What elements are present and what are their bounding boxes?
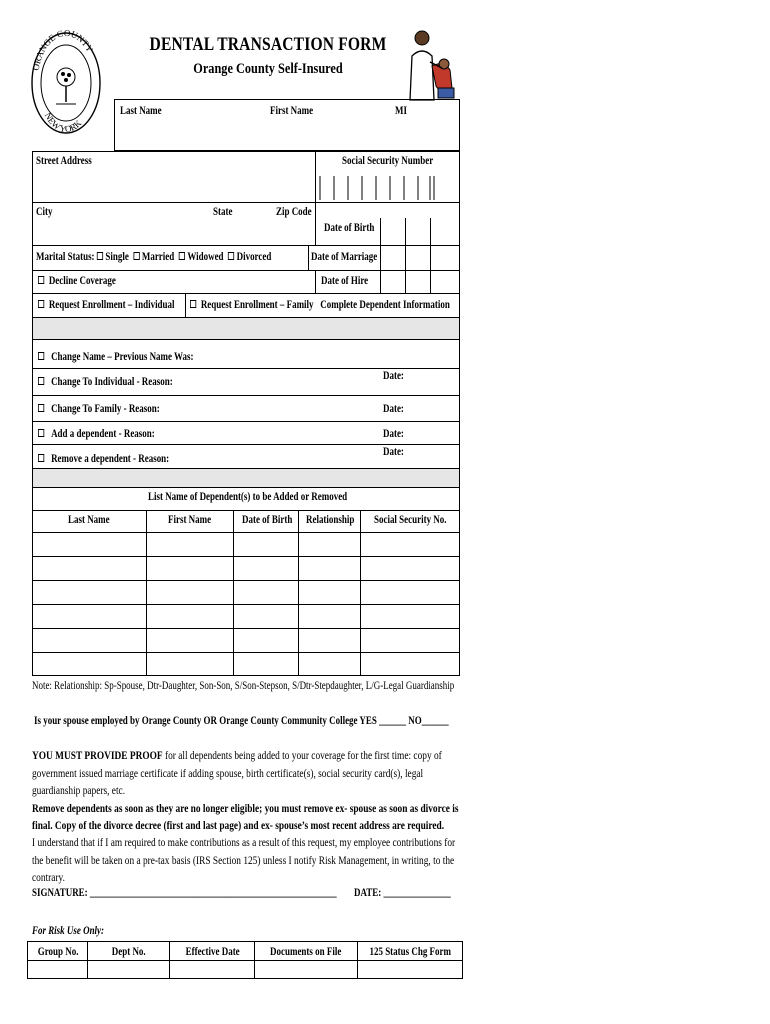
risk-cell-dept[interactable]	[88, 961, 170, 979]
last-name-label: Last Name	[120, 105, 162, 117]
change-name-row	[38, 351, 194, 363]
divorced-checkbox[interactable]	[228, 252, 234, 260]
change-family-checkbox[interactable]	[38, 404, 44, 412]
mi-label: MI	[395, 105, 407, 117]
risk-cell-effective[interactable]	[170, 961, 255, 979]
change-name-checkbox[interactable]	[38, 352, 44, 360]
marital-row	[36, 251, 271, 263]
change-individual-row	[38, 376, 173, 388]
single-checkbox[interactable]	[97, 252, 103, 260]
individual-checkbox[interactable]	[38, 300, 44, 308]
change-family-row	[38, 403, 160, 415]
decline-checkbox[interactable]	[38, 276, 44, 284]
date-line[interactable]: DATE: _______________	[354, 887, 451, 899]
ssn-boxes[interactable]	[318, 176, 438, 202]
risk-col-group: Group No.	[28, 942, 88, 961]
shaded-divider	[33, 318, 459, 339]
decline-row	[38, 275, 116, 287]
remove-date-label: Date:	[383, 446, 404, 458]
dependent-row-1[interactable]	[32, 556, 460, 557]
signature-line[interactable]: SIGNATURE: _______________________________________________________	[32, 887, 337, 899]
widowed-label: Widowed	[187, 251, 224, 263]
married-label: Married	[141, 251, 175, 263]
street-address-label: Street Address	[36, 155, 92, 167]
remove-text: Remove dependents as soon as they are no longer eligible; you must remove ex- spouse as soon as divorce is final. Copy of the divorce decree (first and last page) and ex- spouse’s most recent address are required.	[32, 800, 459, 832]
risk-col-dept: Dept No.	[88, 942, 170, 961]
family-date-label: Date:	[383, 403, 404, 415]
remove-dependent-row	[38, 453, 169, 465]
divorced-label: Divorced	[236, 251, 272, 263]
individual-date-label: Date:	[383, 370, 404, 382]
risk-col-125: 125 Status Chg Form	[357, 942, 463, 961]
dependent-row-5[interactable]	[32, 652, 460, 653]
risk-cell-group[interactable]	[28, 961, 88, 979]
dob-label: Date of Birth	[324, 222, 375, 234]
proof-text: for all dependents being added to your coverage for the first time: copy of government issued marriage certificate if adding spouse, birth certificate(s), social security card(s), legal guardianship papers, etc.	[32, 748, 442, 797]
family-checkbox[interactable]	[190, 300, 196, 308]
dependents-caption: List Name of Dependent(s) to be Added or Removed	[148, 491, 348, 503]
change-name-label: Change Name – Previous Name Was:	[51, 351, 194, 363]
understand-paragraph: I understand that if I am required to make contributions as a result of this request, my employee contributions for the benefit will be taken on a pre-tax basis (IRS Section 125) unless I notify Risk Management, in writing, to the contrary.	[32, 835, 456, 884]
dependent-row-4[interactable]	[32, 628, 460, 629]
dependent-row-2[interactable]	[32, 580, 460, 581]
proof-paragraph	[32, 747, 461, 835]
form-title: DENTAL TRANSACTION FORM	[149, 34, 387, 55]
risk-col-effective: Effective Date	[170, 942, 255, 961]
col-first-name: First Name	[168, 514, 212, 526]
risk-cell-125[interactable]	[357, 961, 463, 979]
risk-use-table	[27, 941, 463, 979]
city-label: City	[36, 206, 53, 218]
svg-text:ORANGE COUNTY: ORANGE COUNTY	[30, 30, 96, 72]
change-family-label: Change To Family - Reason:	[51, 403, 160, 415]
form-subtitle: Orange County Self-Insured	[193, 61, 343, 77]
add-date-label: Date:	[383, 428, 404, 440]
shaded-divider-2	[33, 469, 459, 487]
dependent-info-label: Complete Dependent Information	[320, 299, 450, 311]
family-label: Request Enrollment – Family	[200, 299, 314, 311]
risk-cell-documents[interactable]	[254, 961, 357, 979]
date-of-marriage-label: Date of Marriage	[311, 251, 378, 263]
col-relationship: Relationship	[306, 514, 355, 526]
svg-text:NEW YORK: NEW YORK	[42, 110, 84, 135]
married-checkbox[interactable]	[133, 252, 139, 260]
add-dependent-label: Add a dependent - Reason:	[51, 428, 155, 440]
marital-status-label: Marital Status:	[36, 251, 95, 263]
decline-label: Decline Coverage	[48, 275, 116, 287]
state-label: State	[213, 206, 233, 218]
individual-row	[38, 299, 175, 311]
proof-heading: YOU MUST PROVIDE PROOF	[32, 748, 163, 762]
dentist-illustration	[402, 26, 458, 102]
add-dependent-row	[38, 428, 155, 440]
remove-dependent-label: Remove a dependent - Reason:	[51, 453, 170, 465]
date-of-hire-label: Date of Hire	[321, 275, 369, 287]
individual-label: Request Enrollment – Individual	[48, 299, 175, 311]
change-individual-label: Change To Individual - Reason:	[51, 376, 173, 388]
risk-use-label: For Risk Use Only:	[32, 925, 105, 937]
col-dob: Date of Birth	[242, 514, 293, 526]
single-label: Single	[105, 251, 129, 263]
col-ssn: Social Security No.	[374, 514, 447, 526]
dependent-row-3[interactable]	[32, 604, 460, 605]
ssn-label: Social Security Number	[342, 155, 434, 167]
change-individual-checkbox[interactable]	[38, 377, 44, 385]
widowed-checkbox[interactable]	[179, 252, 185, 260]
zip-label: Zip Code	[276, 206, 312, 218]
add-dependent-checkbox[interactable]	[38, 429, 44, 437]
risk-col-documents: Documents on File	[254, 942, 357, 961]
family-row	[190, 299, 450, 311]
col-last-name: Last Name	[68, 514, 110, 526]
spouse-question: Is your spouse employed by Orange County OR Orange County Community College YES ______ NO______	[34, 715, 449, 727]
remove-dependent-checkbox[interactable]	[38, 454, 44, 462]
first-name-label: First Name	[270, 105, 314, 117]
relationship-note: Note: Relationship: Sp-Spouse, Dtr-Daughter, Son-Son, S/Son-Stepson, S/Dtr-Stepdaughter, L/G-Legal Guardianship	[32, 680, 455, 692]
